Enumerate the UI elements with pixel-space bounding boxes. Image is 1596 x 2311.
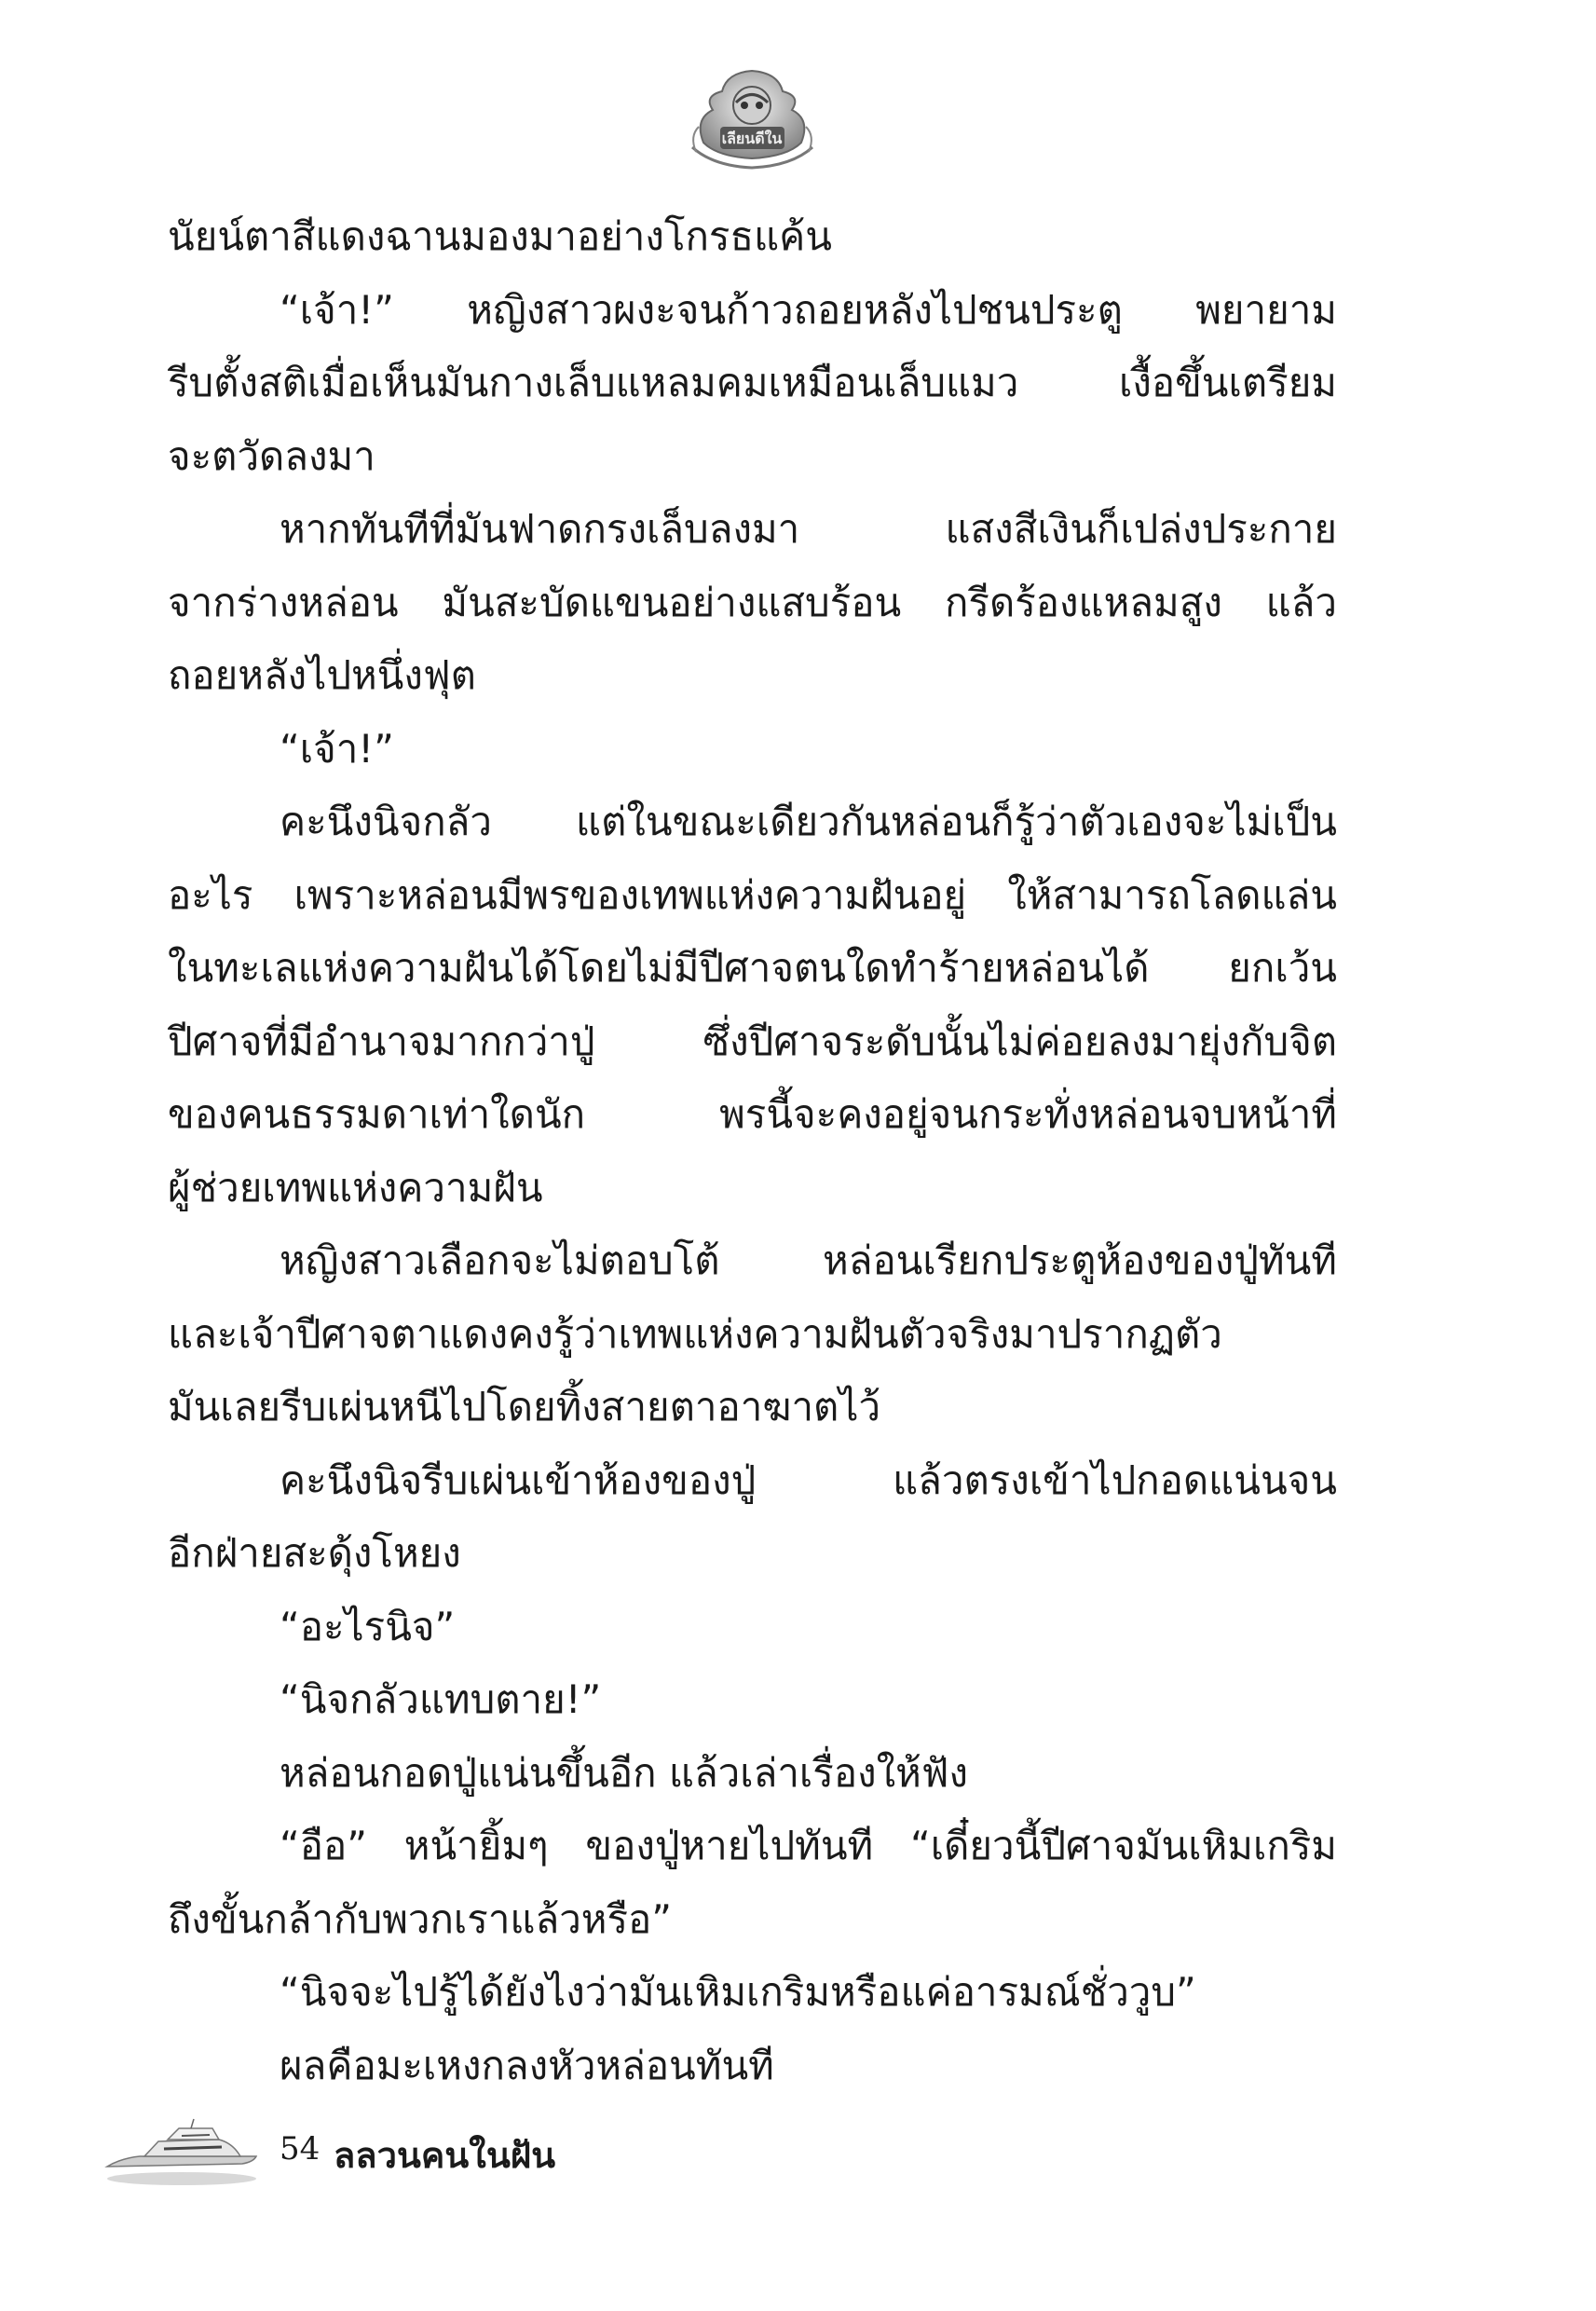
page-footer (102, 2115, 662, 2190)
body-text (168, 200, 1337, 2102)
text-line: “เจ้า!” หญิงสาวผงะจนก้าวถอยหลังไปชนประตู พยายาม (280, 286, 1337, 333)
text-line: “อือ” หน้ายิ้มๆ ของปู่หายไปทันที “เดี๋ยวนี้ปีศาจมันเหิมเกริม (280, 1823, 1337, 1868)
text-line: ในทะเลแห่งความฝันได้โดยไม่มีปีศาจตนใดทำร้ายหล่อนได้ ยกเว้น (168, 945, 1337, 991)
text-line: รีบตั้งสติเมื่อเห็นมันกางเล็บแหลมคมเหมือนเล็บแมว เงื้อขึ้นเตรียม (168, 360, 1337, 405)
text-line: “อะไรนิจ” (280, 1603, 456, 1649)
page-number: 54 (280, 2130, 321, 2167)
text-line: หญิงสาวเลือกจะไม่ตอบโต้ หล่อนเรียกประตูห้องของปู่ทันที (280, 1238, 1337, 1283)
text-line: ของคนธรรมดาเท่าใดนัก พรนี้จะคงอยู่จนกระทั่งหล่อนจบหน้าที่ (168, 1091, 1337, 1137)
text-line: มันเลยรีบเผ่นหนีไปโดยทิ้งสายตาอาฆาตไว้ (168, 1384, 881, 1429)
text-line: จากร่างหล่อน มันสะบัดแขนอย่างแสบร้อน กรีดร้องแหลมสูง แล้ว (168, 579, 1337, 625)
ornamental-crest-logo (685, 54, 820, 180)
book-title: ลลวนคนในฝัน (334, 2135, 556, 2176)
text-line: นัยน์ตาสีแดงฉานมองมาอย่างโกรธแค้น (168, 213, 832, 259)
yacht-icon (102, 2115, 261, 2190)
text-line: “นิจจะไปรู้ได้ยังไงว่ามันเหิมเกริมหรือแค่อารมณ์ชั่ววูบ” (280, 1969, 1196, 2015)
text-line: “เจ้า!” (280, 725, 394, 772)
logo-text: เลียนดีใน (721, 130, 783, 147)
text-line: “นิจกลัวแทบตาย!” (280, 1676, 602, 1722)
text-line: จะตวัดลงมา (168, 432, 375, 479)
text-line: อะไร เพราะหล่อนมีพรของเทพแห่งความฝันอยู่ ให้สามารถโลดแล่น (168, 871, 1337, 918)
text-line: และเจ้าปีศาจตาแดงคงรู้ว่าเทพแห่งความฝันตัวจริงมาปรากฏตัว (168, 1310, 1222, 1357)
text-line: ผู้ช่วยเทพแห่งความฝัน (168, 1164, 543, 1210)
text-line: หากทันทีที่มันฟาดกรงเล็บลงมา แสงสีเงินก็เปล่งประกาย (280, 506, 1337, 552)
text-line: ถึงขั้นกล้ากับพวกเราแล้วหรือ” (168, 1895, 673, 1942)
text-line: ผลคือมะเหงกลงหัวหล่อนทันที (280, 2042, 774, 2088)
text-line: ปีศาจที่มีอำนาจมากกว่าปู่ ซึ่งปีศาจระดับนั้นไม่ค่อยลงมายุ่งกับจิต (168, 1018, 1337, 1064)
text-line: หล่อนกอดปู่แน่นขึ้นอีก แล้วเล่าเรื่องให้ฟัง (280, 1749, 969, 1796)
text-line: อีกฝ่ายสะดุ้งโหยง (168, 1530, 461, 1576)
text-line: คะนึงนิจกลัว แต่ในขณะเดียวกันหล่อนก็รู้ว่าตัวเองจะไม่เป็น (280, 799, 1337, 844)
text-line: คะนึงนิจรีบเผ่นเข้าห้องของปู่ แล้วตรงเข้าไปกอดแน่นจน (280, 1456, 1337, 1503)
crest-icon (685, 54, 820, 180)
text-line: ถอยหลังไปหนึ่งฟุต (168, 652, 476, 698)
